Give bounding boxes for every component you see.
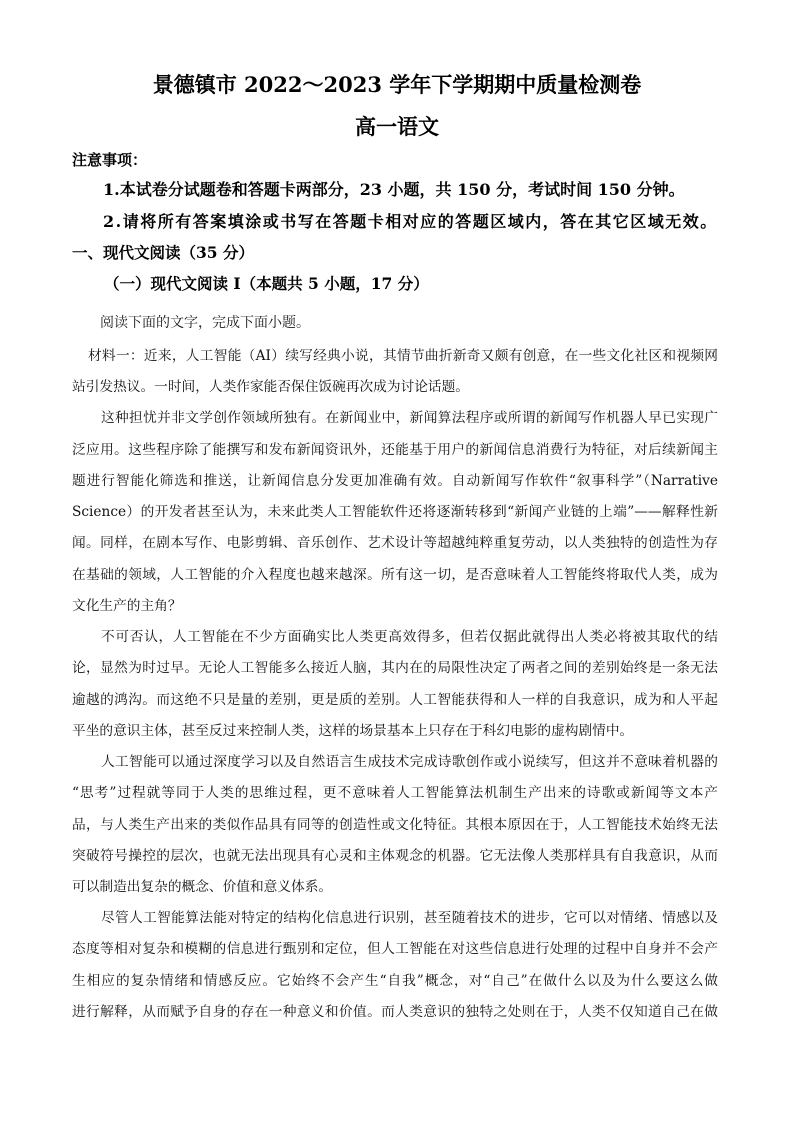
exam-title: 景德镇市 2022～2023 学年下学期期中质量检测卷 [152,72,642,97]
paragraph-line: 品，与人类生产出来的类似作品具有同等的创造性或文化特征。其根本原因在于，人工智能技术始终无法 [72,816,718,833]
reading-material [72,341,718,1028]
paragraph-line: 可以制造出复杂的概念、价值和意义体系。 [72,878,333,895]
paragraph-line: 平坐的意识主体，甚至反过来控制人类，这样的场景基本上只存在于科幻电影的虚构剧情中。 [72,722,634,739]
paragraph-line: 在基础的领域，人工智能的介入程度也越来越深。所有这一切，是否意味着人工智能终将取代人类，成为 [72,566,718,583]
notice-item: 2.请将所有答案填涂或书写在答题卡相对应的答题区域内，答在其它区域无效。 [103,212,718,231]
material-paragraph [72,622,718,747]
paragraph-line: 态度等相对复杂和模糊的信息进行甄别和定位，但人工智能在对这些信息进行处理的过程中自身并不会产 [72,941,718,958]
paragraph-line: 泛应用。这些程序除了能撰写和发布新闻资讯外，还能基于用户的新闻信息消费行为特征，对后续新闻主 [72,441,718,458]
paragraph-line: 题进行智能化筛选和推送，让新闻信息分发更加准确有效。自动新闻写作软件“叙事科学”（Narrative [72,472,718,489]
notice-item: 1.本试卷分试题卷和答题卡两部分，23 小题，共 150 分，考试时间 150 分钟。 [103,180,685,199]
paragraph-line: 生相应的复杂情绪和情感反应。它始终不会产生“自我”概念，对“自己”在做什么以及为什么要这么做 [72,972,718,989]
exam-subtitle: 高一语文 [355,114,439,139]
paragraph-line: “思考”过程就等同于人类的思维过程，更不意味着人工智能算法机制生产出来的诗歌或新闻等文本产 [72,785,718,802]
section-heading: 一、现代文阅读（35 分） [72,243,254,262]
paragraph-line: 突破符号操控的层次，也就无法出现具有心灵和主体观念的机器。它无法像人类那样具有自我意识，从而 [72,847,718,864]
paragraph-line: 不可否认，人工智能在不少方面确实比人类更高效得多，但若仅据此就得出人类必将被其取代的结 [101,629,718,646]
paragraph-line: 文化生产的主角？ [72,597,182,614]
subsection-heading: （一）现代文阅读 I（本题共 5 小题，17 分） [104,274,429,293]
paragraph-line: 这种担忧并非文学创作领域所独有。在新闻业中，新闻算法程序或所谓的新闻写作机器人早已实现广 [101,410,718,427]
notice-heading: 注意事项： [72,151,148,169]
reading-instruction: 阅读下面的文字，完成下面小题。 [100,315,310,331]
paragraph-line: 材料一：近来，人工智能（AI）续写经典小说，其情节曲折新奇又颇有创意，在一些文化社区和视频网 [88,348,718,364]
paragraph-line: 逾越的鸿沟。而这绝不只是量的差别，更是质的差别。人工智能获得和人一样的自我意识，成为和人平起 [72,691,718,708]
paragraph-line: 进行解释，从而赋予自身的存在一种意义和价值。而人类意识的独特之处则在于，人类不仅知道自己在做 [72,1003,718,1020]
paragraph-line: Science）的开发者甚至认为，未来此类人工智能软件还将逐渐转移到“新闻产业链的上端”——解释性新 [72,504,718,521]
material-paragraph [72,747,718,903]
paragraph-line: 站引发热议。一时间，人类作家能否保住饭碗再次成为讨论话题。 [72,379,469,396]
material-paragraph [72,903,718,1028]
material-paragraph [72,341,718,403]
paragraph-line: 闻。同样，在剧本写作、电影剪辑、音乐创作、艺术设计等超越纯粹重复劳动，以人类独特的创造性为存 [72,535,718,552]
material-paragraph [72,403,718,622]
paragraph-line: 论，显然为时过早。无论人工智能多么接近人脑，其内在的局限性决定了两者之间的差别始终是一条无法 [72,660,718,677]
paragraph-line: 尽管人工智能算法能对特定的结构化信息进行识别，甚至随着技术的进步，它可以对情绪、情感以及 [101,910,718,927]
paragraph-line: 人工智能可以通过深度学习以及自然语言生成技术完成诗歌创作或小说续写，但这并不意味着机器的 [101,754,718,771]
